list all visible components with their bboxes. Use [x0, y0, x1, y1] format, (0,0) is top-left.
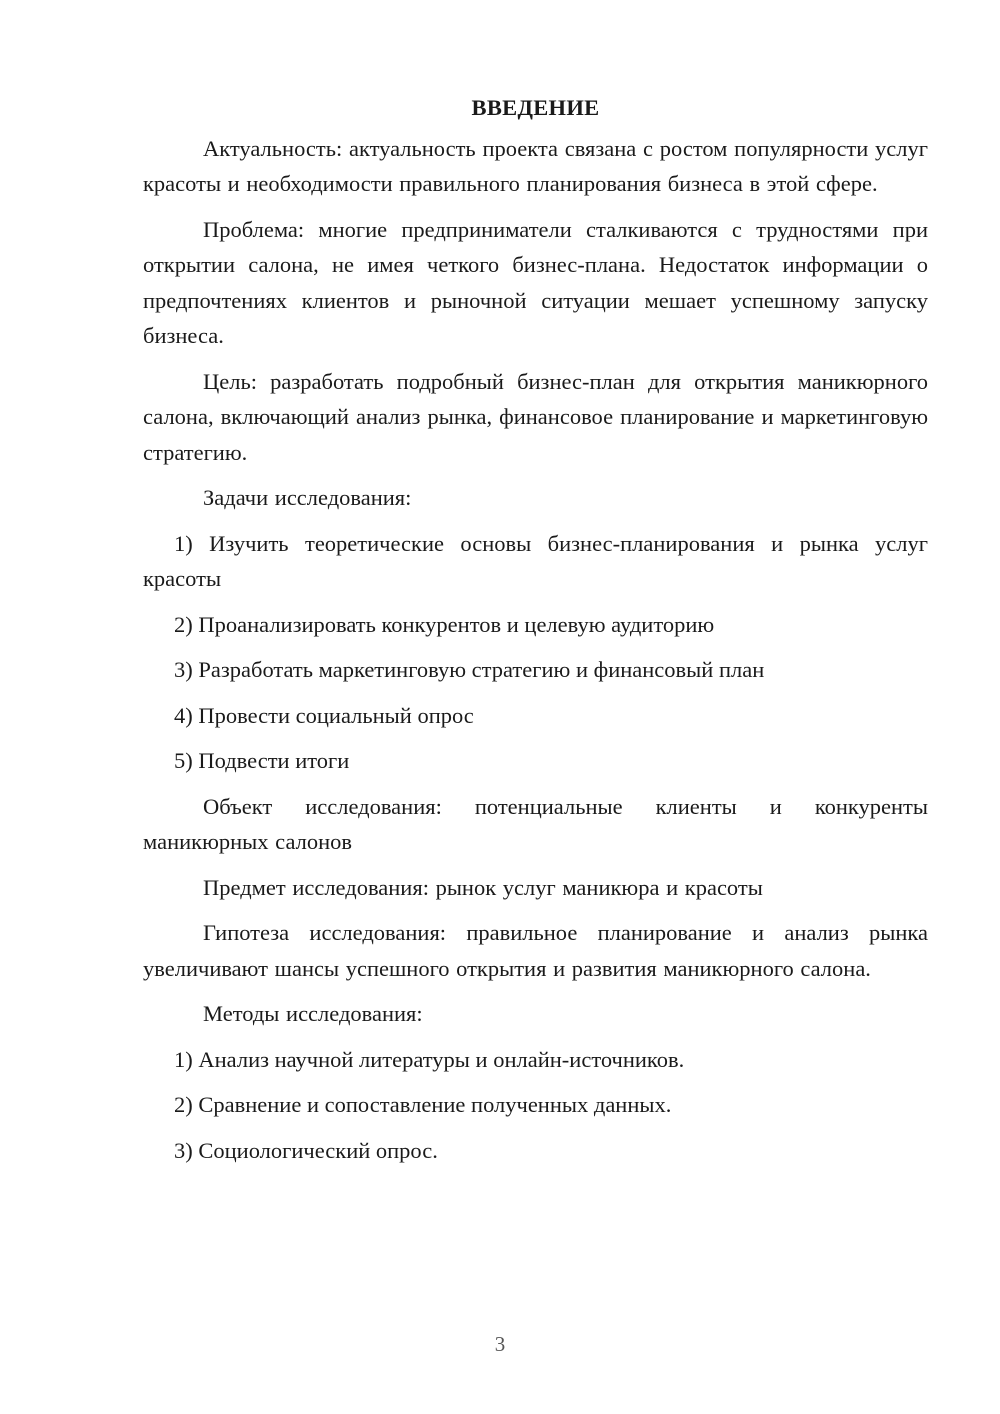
subject-paragraph: Предмет исследования: рынок услуг маникюра и красоты	[203, 874, 763, 900]
list-item: 5) Подвести итоги	[174, 748, 350, 773]
list-item: 3) Разработать маркетинговую стратегию и финансовый план	[174, 657, 765, 682]
list-item: 1) Изучить теоретические основы бизнес-планирования и рынка услуг красоты	[143, 530, 928, 591]
list-item: 1) Анализ научной литературы и онлайн-источников.	[174, 1046, 685, 1072]
list-item: 2) Проанализировать конкурентов и целевую аудиторию	[174, 611, 715, 637]
problem-paragraph: Проблема: многие предприниматели сталкиваются с трудностями при открытии салона, не имея четкого бизнес-плана. Недостаток информации о предпочтениях клиентов и рыночной ситуации мешает успешному запуску бизнеса.	[143, 216, 928, 348]
document-page	[143, 90, 928, 1178]
relevance-paragraph: Актуальность: актуальность проекта связана с ростом популярности услуг красоты и необходимости правильного планирования бизнеса в этой сфере.	[143, 135, 928, 196]
list-item: 3) Социологический опрос.	[174, 1137, 438, 1163]
page-number: 3	[494, 1332, 506, 1356]
list-item: 2) Сравнение и сопоставление полученных данных.	[174, 1092, 672, 1117]
hypothesis-paragraph: Гипотеза исследования: правильное планирование и анализ рынка увеличивают шансы успешного открытия и развития маникюрного салона.	[143, 920, 928, 981]
tasks-list	[143, 526, 928, 779]
methods-heading: Методы исследования:	[203, 1001, 423, 1026]
page-title: ВВЕДЕНИЕ	[471, 95, 600, 120]
list-item: 4) Провести социальный опрос	[174, 702, 474, 728]
tasks-heading: Задачи исследования:	[203, 485, 412, 510]
goal-paragraph: Цель: разработать подробный бизнес-план для открытия маникюрного салона, включающий анализ рынка, финансовое планирование и маркетинговую стратегию.	[143, 368, 928, 465]
object-paragraph: Объект исследования: потенциальные клиенты и конкуренты маникюрных салонов	[143, 793, 928, 854]
methods-list	[143, 1042, 928, 1169]
